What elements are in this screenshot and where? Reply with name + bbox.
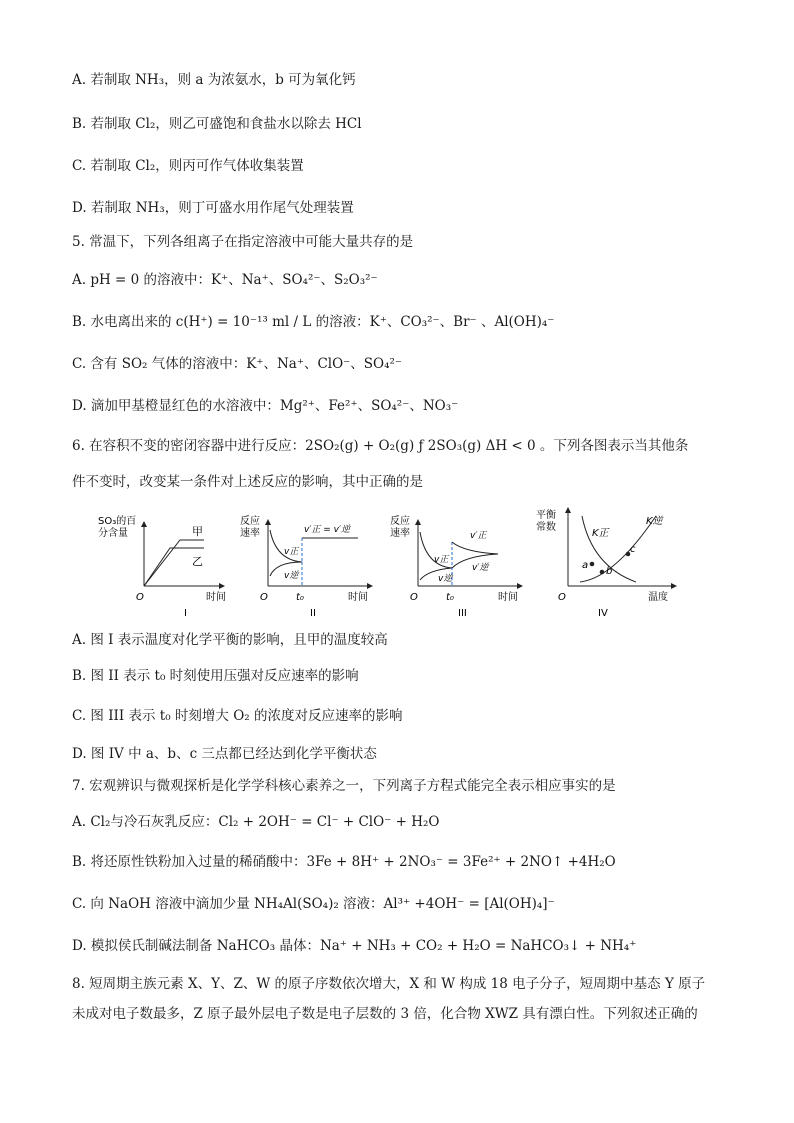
q5-option-c: C. 含有 SO₂ 气体的溶液中：K⁺、Na⁺、ClO⁻、SO₄²⁻ xyxy=(72,356,403,372)
graph-ii-v-zheng-curve xyxy=(270,530,302,562)
graph-iv-label-b: b xyxy=(606,566,613,577)
graph-iv-caption: IV xyxy=(598,608,608,619)
graph-iii-caption: III xyxy=(458,608,467,619)
q5-option-a: A. pH = 0 的溶液中：K⁺、Na⁺、SO₄²⁻、S₂O₃²⁻ xyxy=(72,272,378,288)
q7-option-a: A. Cl₂与冷石灰乳反应：Cl₂ + 2OH⁻ = Cl⁻ + ClO⁻ + H₂O xyxy=(72,814,440,830)
graph-iii-v-ni-label: v逆 xyxy=(438,574,453,584)
graph-iv-k-ni-curve xyxy=(580,516,656,582)
q8-stem-line1: 8. 短周期主族元素 X、Y、Z、W 的原子序数依次增大，X 和 W 构成 18 电子分子，短周期中基态 Y 原子 xyxy=(72,976,706,992)
q5-option-b: B. 水电离出来的 c(H⁺) = 10⁻¹³ ml / L 的溶液：K⁺、CO₃²⁻、Br⁻ 、Al(OH)₄⁻ xyxy=(72,314,555,330)
graph-iii-ylabel2: 速率 xyxy=(390,528,410,539)
graph-i-series-jia: 甲 xyxy=(192,525,203,538)
q4-option-d: D. 若制取 NH₃，则丁可盛水用作尾气处理装置 xyxy=(72,200,354,216)
q7-option-d: D. 模拟侯氏制碱法制备 NaHCO₃ 晶体：Na⁺ + NH₃ + CO₂ + H₂O = NaHCO₃↓ + NH₄⁺ xyxy=(72,938,637,954)
graph-iv-origin: O xyxy=(558,592,566,603)
graph-i-caption: I xyxy=(184,608,187,619)
graph-ii-ylabel2: 速率 xyxy=(240,528,260,539)
graph-i xyxy=(88,502,228,622)
q6-option-b: B. 图 II 表示 t₀ 时刻使用压强对反应速率的影响 xyxy=(72,668,359,684)
graph-i-xlabel: 时间 xyxy=(206,592,226,603)
graph-ii-ylabel1: 反应 xyxy=(240,516,260,527)
q4-option-b: B. 若制取 Cl₂，则乙可盛饱和食盐水以除去 HCl xyxy=(72,116,362,132)
q6-option-a: A. 图 I 表示温度对化学平衡的影响，且甲的温度较高 xyxy=(72,632,388,648)
graph-iii-v-zheng-label: v正 xyxy=(434,555,449,565)
graph-iii-v-zheng-prime-curve xyxy=(452,542,498,554)
q6-option-d: D. 图 IV 中 a、b、c 三点都已经达到化学平衡状态 xyxy=(72,746,377,762)
graph-iii-origin: O xyxy=(410,592,418,603)
graph-iv xyxy=(530,502,680,622)
graph-i-ylabel2: 分含量 xyxy=(98,528,128,539)
q6-stem-line2: 件不变时，改变某一条件对上述反应的影响，其中正确的是 xyxy=(72,474,423,490)
q5-option-d: D. 滴加甲基橙显红色的水溶液中：Mg²⁺、Fe²⁺、SO₄²⁻、NO₃⁻ xyxy=(72,398,459,414)
graph-ii-t0: t₀ xyxy=(296,592,304,603)
graph-iii-v-ni-prime: v′逆 xyxy=(472,563,489,573)
graph-i-origin: O xyxy=(136,592,144,603)
graph-ii-v-zheng-label: v正 xyxy=(284,547,299,557)
graph-ii-caption: II xyxy=(310,608,316,619)
graph-i-ylabel1: SO₃的百 xyxy=(98,516,137,527)
graph-iii-t0: t₀ xyxy=(446,592,454,603)
graph-iv-label-a: a xyxy=(582,560,589,571)
q7-stem: 7. 宏观辨识与微观探析是化学学科核心素养之一，下列离子方程式能完全表示相应事实的是 xyxy=(72,778,616,794)
graph-ii-v-ni-label: v逆 xyxy=(284,571,299,581)
graph-iv-ylabel1: 平衡 xyxy=(536,510,556,521)
graph-iii xyxy=(388,502,528,622)
graph-iii-ylabel1: 反应 xyxy=(390,516,410,527)
q6-stem-line1: 6. 在容积不变的密闭容器中进行反应：2SO₂(g) + O₂(g) ƒ 2SO₃(g) ΔH < 0 。下列各图表示当其他条 xyxy=(72,438,689,454)
graph-iv-ylabel2: 常数 xyxy=(536,522,556,533)
graph-i-series-yi: 乙 xyxy=(192,555,203,568)
q6-figures xyxy=(80,502,720,622)
q7-option-b: B. 将还原性铁粉加入过量的稀硝酸中：3Fe + 8H⁺ + 2NO₃⁻ = 3Fe²⁺ + 2NO↑ +4H₂O xyxy=(72,854,616,870)
graph-iv-point-a xyxy=(590,562,595,567)
q4-option-a: A. 若制取 NH₃，则 a 为浓氨水，b 可为氧化钙 xyxy=(72,72,356,88)
q4-option-c: C. 若制取 Cl₂，则丙可作气体收集装置 xyxy=(72,158,304,174)
graph-iv-k-ni-label: K逆 xyxy=(646,516,663,527)
graph-iii-xlabel: 时间 xyxy=(498,592,518,603)
graph-iii-v-zheng-prime: v′正 xyxy=(470,531,487,541)
q6-option-c: C. 图 III 表示 t₀ 时刻增大 O₂ 的浓度对反应速率的影响 xyxy=(72,708,403,724)
graph-ii-origin: O xyxy=(260,592,268,603)
q5-stem: 5. 常温下，下列各组离子在指定溶液中可能大量共存的是 xyxy=(72,234,414,250)
graph-iv-point-b xyxy=(600,570,605,575)
q7-option-c: C. 向 NaOH 溶液中滴加少量 NH₄Al(SO₄)₂ 溶液：Al³⁺ +4OH⁻ = [Al(OH)₄]⁻ xyxy=(72,896,555,912)
q8-stem-line2: 未成对电子数最多，Z 原子最外层电子数是电子层数的 3 倍，化合物 XWZ 具有漂白性。下列叙述正确的 xyxy=(72,1006,698,1022)
graph-ii-xlabel: 时间 xyxy=(348,592,368,603)
graph-iv-xlabel: 温度 xyxy=(648,592,668,603)
graph-ii xyxy=(238,502,378,622)
graph-ii-equal-label: v′正 = v′逆 xyxy=(304,525,351,535)
graph-iv-label-c: c xyxy=(630,544,636,555)
graph-iv-k-zheng-label: K正 xyxy=(592,528,609,539)
